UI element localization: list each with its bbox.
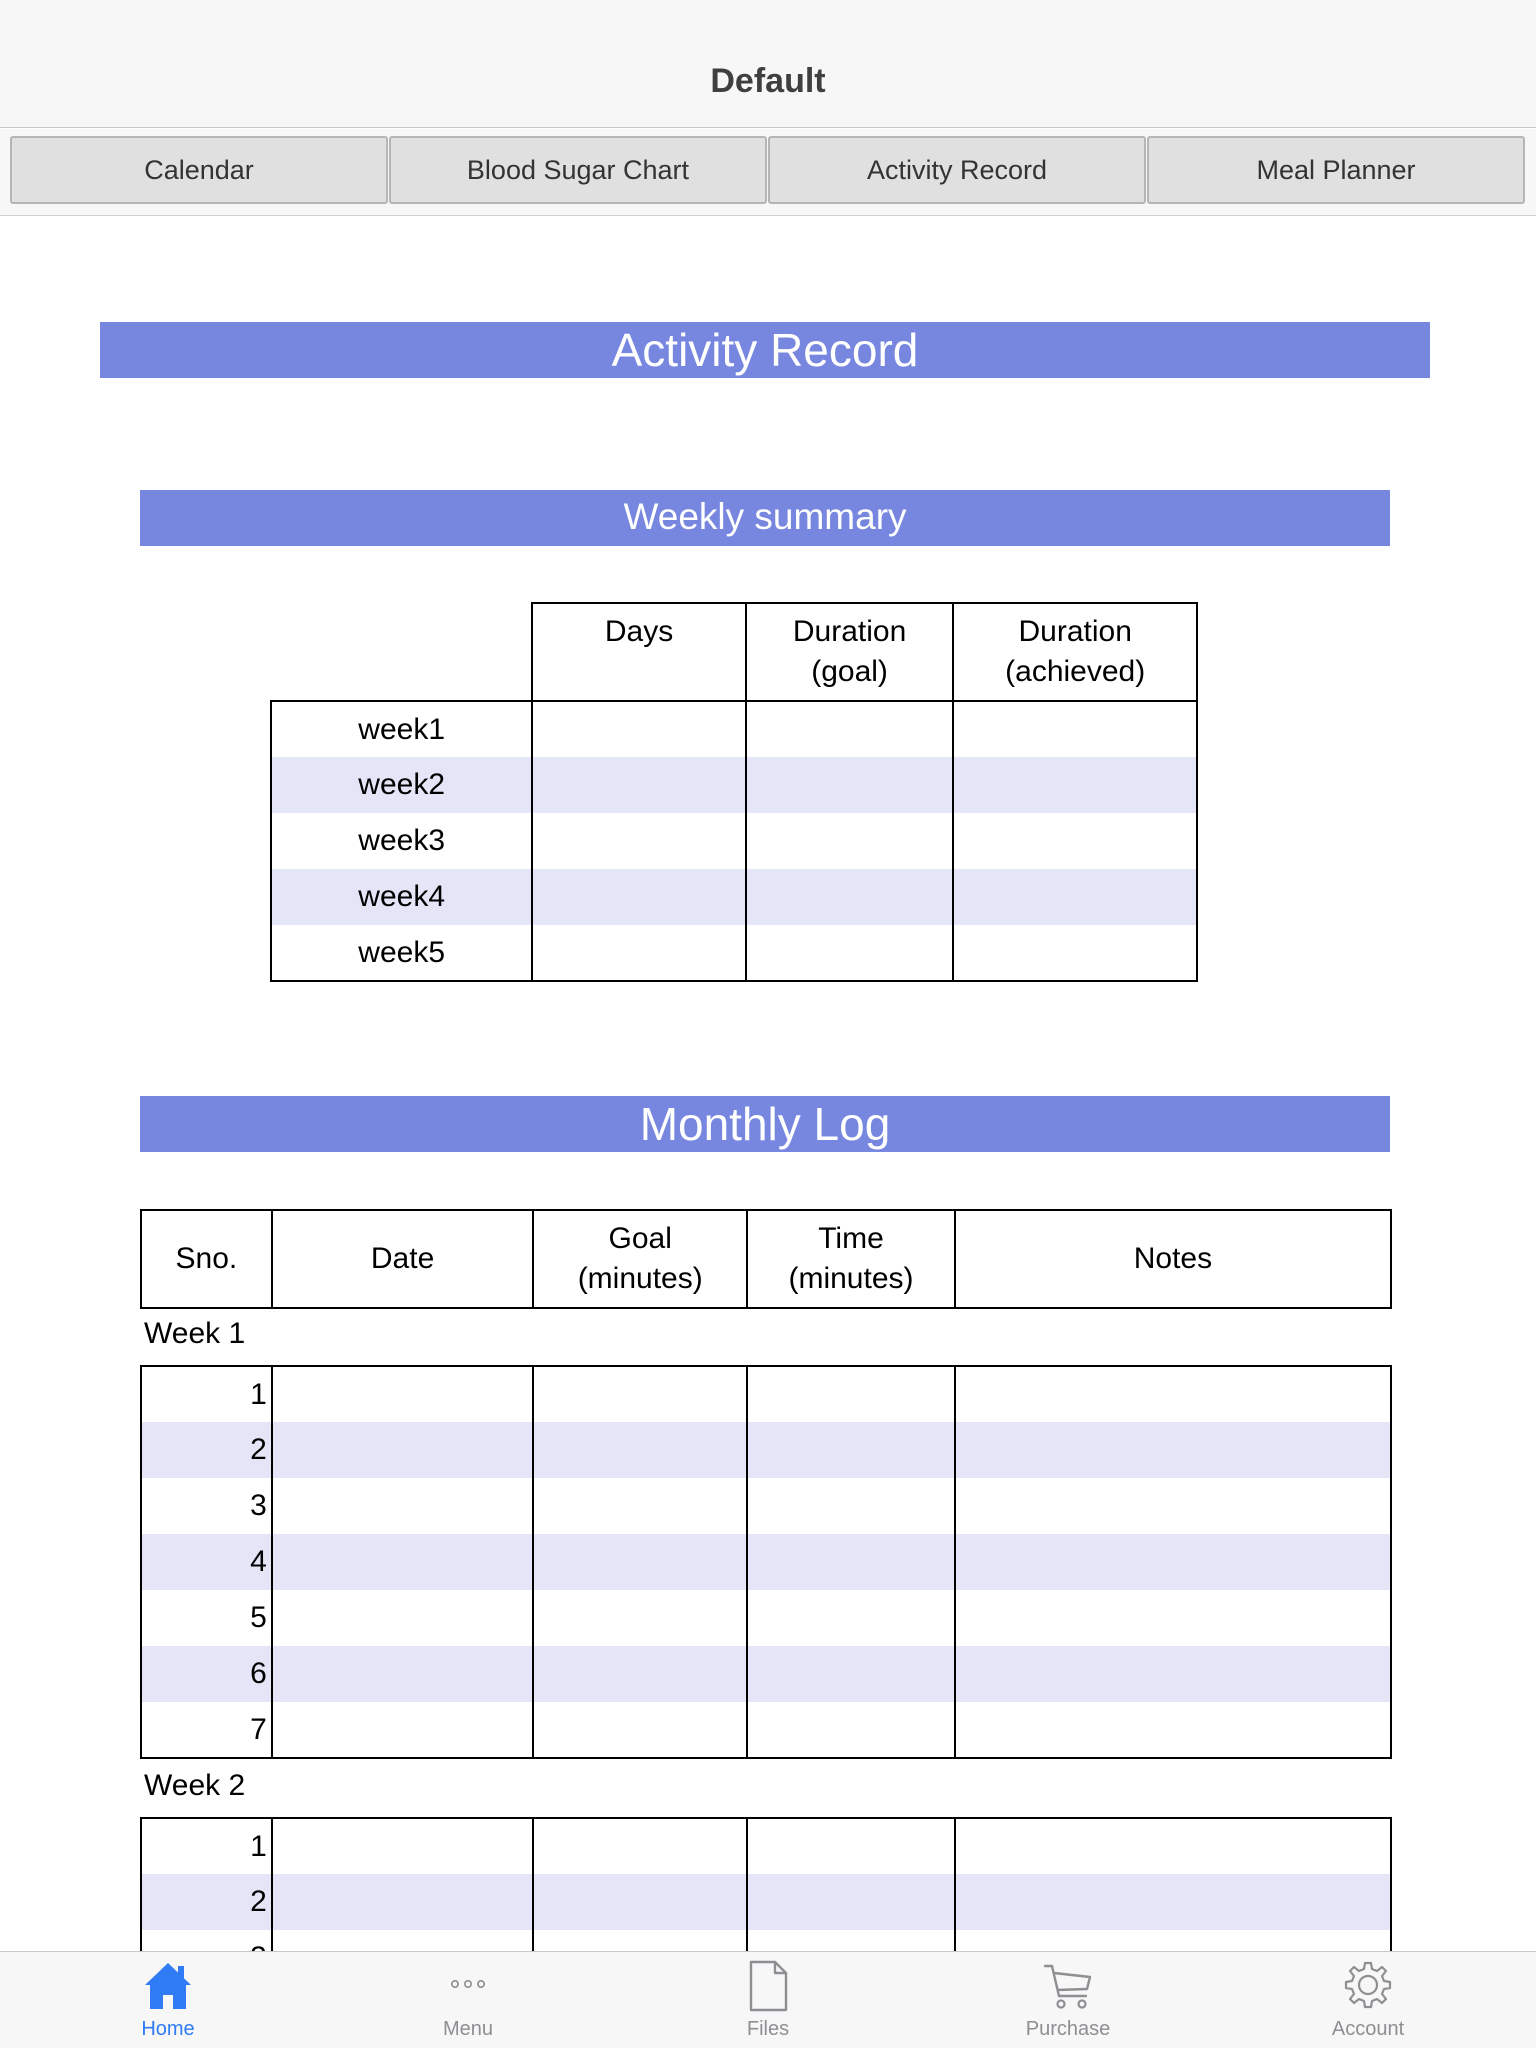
row-label: week1: [271, 701, 532, 757]
tab-blood-sugar-chart[interactable]: Blood Sugar Chart: [389, 136, 767, 204]
column-header-sno: Sno.: [141, 1210, 272, 1308]
column-header-duration-goal: Duration (goal): [746, 603, 954, 701]
tab-home-label: Home: [141, 2018, 195, 2040]
duration-achieved-cell[interactable]: [953, 869, 1197, 925]
duration-achieved-cell[interactable]: [953, 925, 1197, 981]
monthly-log-title: Monthly Log: [140, 1096, 1390, 1152]
row-label: week5: [271, 925, 532, 981]
column-header-duration-achieved: Duration (achieved): [953, 603, 1197, 701]
goal-cell[interactable]: [533, 1646, 747, 1702]
sno-cell: 2: [141, 1422, 272, 1478]
goal-cell[interactable]: [533, 1422, 747, 1478]
goal-cell[interactable]: [533, 1818, 747, 1874]
tab-account[interactable]: [1268, 1952, 1468, 2049]
home-icon: [143, 1960, 193, 2012]
goal-cell[interactable]: [533, 1534, 747, 1590]
time-cell[interactable]: [747, 1590, 955, 1646]
duration-achieved-cell[interactable]: [953, 757, 1197, 813]
date-cell[interactable]: [272, 1818, 534, 1874]
row-label: week3: [271, 813, 532, 869]
sno-cell: 5: [141, 1590, 272, 1646]
page-title: Activity Record: [100, 322, 1430, 378]
days-cell[interactable]: [532, 869, 745, 925]
tab-meal-planner[interactable]: Meal Planner: [1147, 136, 1525, 204]
sno-cell: 3: [141, 1478, 272, 1534]
tab-purchase[interactable]: [968, 1952, 1168, 2049]
week-1-table: [140, 1365, 1392, 1759]
time-cell[interactable]: [747, 1702, 955, 1758]
notes-cell[interactable]: [955, 1818, 1391, 1874]
tab-calendar[interactable]: Calendar: [10, 136, 388, 204]
sno-cell: 1: [141, 1818, 272, 1874]
time-cell[interactable]: [747, 1818, 955, 1874]
tab-files[interactable]: [668, 1952, 868, 2049]
time-cell[interactable]: [747, 1874, 955, 1930]
date-cell[interactable]: [272, 1422, 534, 1478]
table-row: [141, 1366, 1391, 1422]
goal-cell[interactable]: [533, 1366, 747, 1422]
duration-achieved-cell[interactable]: [953, 813, 1197, 869]
row-label: week2: [271, 757, 532, 813]
notes-cell[interactable]: [955, 1422, 1391, 1478]
table-row: [271, 925, 1197, 981]
monthly-log-header: [140, 1209, 1392, 1309]
row-label: week4: [271, 869, 532, 925]
goal-cell[interactable]: [533, 1702, 747, 1758]
date-cell[interactable]: [272, 1874, 534, 1930]
column-header-notes: Notes: [955, 1210, 1391, 1308]
days-cell[interactable]: [532, 925, 745, 981]
table-row: [141, 1534, 1391, 1590]
time-cell[interactable]: [747, 1366, 955, 1422]
goal-cell[interactable]: [533, 1478, 747, 1534]
tab-files-label: Files: [746, 2018, 790, 2040]
table-row: [141, 1702, 1391, 1758]
notes-cell[interactable]: [955, 1534, 1391, 1590]
notes-cell[interactable]: [955, 1702, 1391, 1758]
weekly-summary-table: [270, 602, 1198, 982]
date-cell[interactable]: [272, 1534, 534, 1590]
tab-home[interactable]: [68, 1952, 268, 2049]
duration-goal-cell[interactable]: [746, 757, 954, 813]
table-corner: [271, 603, 532, 701]
days-cell[interactable]: [532, 701, 745, 757]
table-row: [141, 1478, 1391, 1534]
week-2-label: Week 2: [144, 1769, 246, 1802]
week-1-label: Week 1: [144, 1317, 246, 1350]
bottom-tab-bar: [0, 1951, 1536, 2048]
table-row: [141, 1646, 1391, 1702]
table-row: [271, 757, 1197, 813]
notes-cell[interactable]: [955, 1366, 1391, 1422]
time-cell[interactable]: [747, 1646, 955, 1702]
table-row: [141, 1422, 1391, 1478]
table-row: [271, 813, 1197, 869]
goal-cell[interactable]: [533, 1874, 747, 1930]
date-cell[interactable]: [272, 1590, 534, 1646]
notes-cell[interactable]: [955, 1478, 1391, 1534]
notes-cell[interactable]: [955, 1874, 1391, 1930]
time-cell[interactable]: [747, 1534, 955, 1590]
table-row: [271, 869, 1197, 925]
sno-cell: 1: [141, 1366, 272, 1422]
column-header-date: Date: [272, 1210, 534, 1308]
cart-icon: [1043, 1960, 1093, 2012]
column-header-days: Days: [532, 603, 745, 701]
nav-bar: [0, 0, 1536, 128]
goal-cell[interactable]: [533, 1590, 747, 1646]
tab-menu-label: Menu: [442, 2018, 494, 2040]
table-row: [271, 701, 1197, 757]
duration-achieved-cell[interactable]: [953, 701, 1197, 757]
column-header-goal-minutes: Goal (minutes): [533, 1210, 747, 1308]
date-cell[interactable]: [272, 1702, 534, 1758]
duration-goal-cell[interactable]: [746, 701, 954, 757]
sno-cell: 7: [141, 1702, 272, 1758]
notes-cell[interactable]: [955, 1590, 1391, 1646]
sno-cell: 4: [141, 1534, 272, 1590]
more-icon: [443, 1960, 493, 2012]
date-cell[interactable]: [272, 1478, 534, 1534]
table-row: [141, 1590, 1391, 1646]
tab-purchase-label: Purchase: [1025, 2018, 1111, 2040]
duration-goal-cell[interactable]: [746, 869, 954, 925]
tab-activity-record[interactable]: Activity Record: [768, 136, 1146, 204]
time-cell[interactable]: [747, 1422, 955, 1478]
weekly-summary-title: Weekly summary: [140, 490, 1390, 546]
tab-account-label: Account: [1331, 2018, 1405, 2040]
table-row: [141, 1818, 1391, 1874]
date-cell[interactable]: [272, 1366, 534, 1422]
duration-goal-cell[interactable]: [746, 925, 954, 981]
table-row: [141, 1874, 1391, 1930]
sno-cell: 6: [141, 1646, 272, 1702]
gear-icon: [1343, 1960, 1393, 2012]
file-icon: [743, 1960, 793, 2012]
duration-goal-cell[interactable]: [746, 813, 954, 869]
days-cell[interactable]: [532, 757, 745, 813]
document-content[interactable]: [0, 217, 1536, 1951]
notes-cell[interactable]: [955, 1646, 1391, 1702]
date-cell[interactable]: [272, 1646, 534, 1702]
section-tabs: [0, 129, 1536, 216]
sno-cell: 2: [141, 1874, 272, 1930]
tab-menu[interactable]: [368, 1952, 568, 2049]
nav-title: Default: [710, 62, 826, 100]
column-header-time-minutes: Time (minutes): [747, 1210, 955, 1308]
time-cell[interactable]: [747, 1478, 955, 1534]
days-cell[interactable]: [532, 813, 745, 869]
